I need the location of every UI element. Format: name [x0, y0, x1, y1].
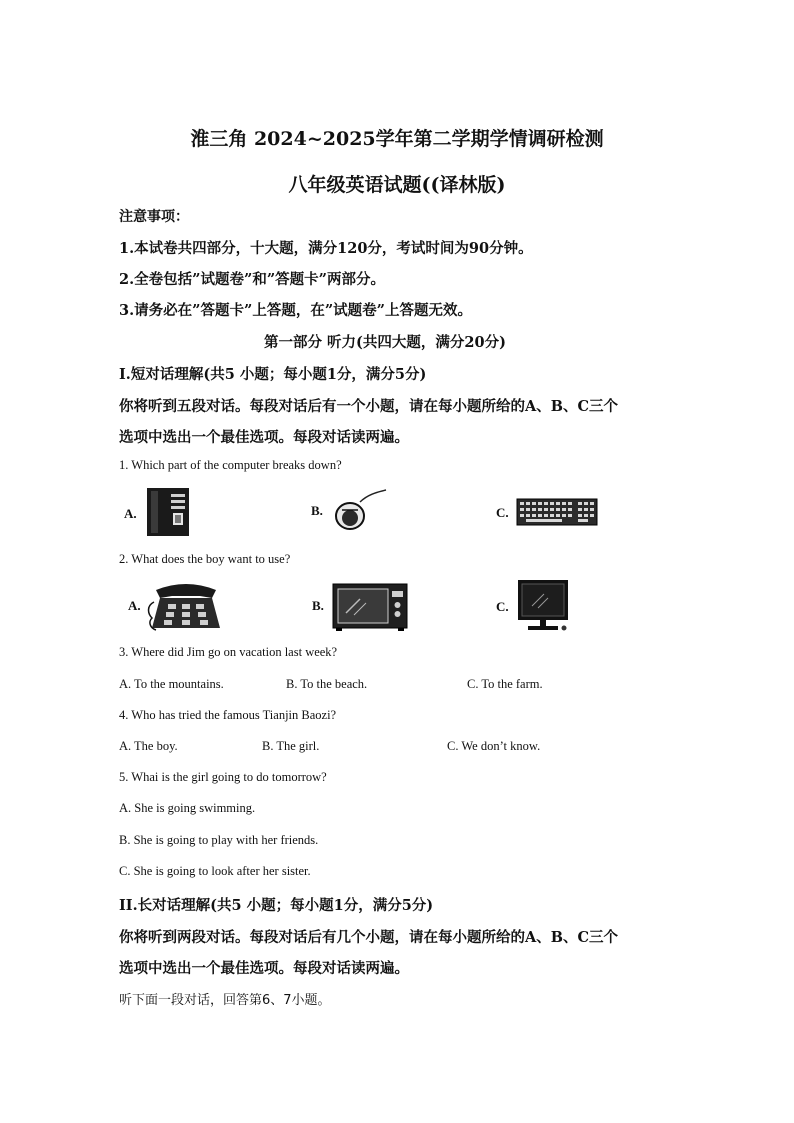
q4-option-b: B. The girl.: [262, 739, 320, 753]
question-2: 2. What does the boy want to use?: [119, 552, 291, 566]
telephone-icon: [146, 580, 226, 632]
question-5: 5. Whai is the girl going to do tomorrow?: [119, 770, 327, 784]
q1-option-b-label: B.: [311, 503, 323, 518]
mouse-icon: [330, 488, 390, 534]
q5-option-b: B. She is going to play with her friends.: [119, 833, 319, 847]
q1-option-a-label: A.: [124, 506, 137, 521]
q5-option-c: C. She is going to look after her sister.: [119, 864, 311, 878]
section1-title: I.短对话理解(共5 小题；每小题1分，满分5分): [119, 366, 427, 383]
note-item-3: 3.请务必在”答题卡”上答题，在”试题卷”上答题无效。: [119, 302, 472, 319]
section2-sub-instruction: 听下面一段对话，回答第6、7小题。: [119, 993, 331, 1008]
section2-instruction-2: 选项中选出一个最佳选项。每段对话读两遍。: [119, 960, 409, 977]
q3-option-b: B. To the beach.: [286, 677, 368, 691]
q4-option-c: C. We don’t know.: [447, 739, 541, 753]
q5-option-a: A. She is going swimming.: [119, 801, 256, 815]
keyboard-icon: [516, 498, 598, 526]
q3-option-a: A. To the mountains.: [119, 677, 224, 691]
q1-option-c-label: C.: [496, 505, 509, 520]
part1-heading: 第一部分 听力(共四大题，满分20分): [264, 334, 506, 351]
question-3: 3. Where did Jim go on vacation last week?: [119, 645, 338, 659]
question-1: 1. Which part of the computer breaks down?: [119, 458, 342, 472]
section1-instruction-1: 你将听到五段对话。每段对话后有一个小题，请在每小题所给的A、B、C三个: [119, 398, 619, 415]
section2-title: II.长对话理解(共5 小题；每小题1分，满分5分): [119, 897, 434, 914]
note-item-2: 2.全卷包括”试题卷”和”答题卡”两部分。: [119, 271, 385, 288]
exam-subtitle: 八年级英语试题((译林版): [288, 174, 506, 196]
question-4: 4. Who has tried the famous Tianjin Baozi?: [119, 708, 337, 722]
q2-option-c-label: C.: [496, 599, 509, 614]
computer-tower-icon: [145, 486, 193, 538]
section2-instruction-1: 你将听到两段对话。每段对话后有几个小题，请在每小题所给的A、B、C三个: [119, 929, 619, 946]
q3-option-c: C. To the farm.: [467, 677, 543, 691]
monitor-icon: [514, 578, 572, 634]
q2-option-a-label: A.: [128, 598, 141, 613]
note-item-1: 1.本试卷共四部分，十大题，满分120分，考试时间为90分钟。: [119, 240, 533, 257]
section1-instruction-2: 选项中选出一个最佳选项。每段对话读两遍。: [119, 429, 409, 446]
notes-heading: 注意事项：: [119, 209, 189, 225]
exam-title: 淮三角 2024~2025学年第二学期学情调研检测: [190, 128, 604, 150]
q4-option-a: A. The boy.: [119, 739, 178, 753]
microwave-icon: [332, 583, 408, 631]
q2-option-b-label: B.: [312, 598, 324, 613]
